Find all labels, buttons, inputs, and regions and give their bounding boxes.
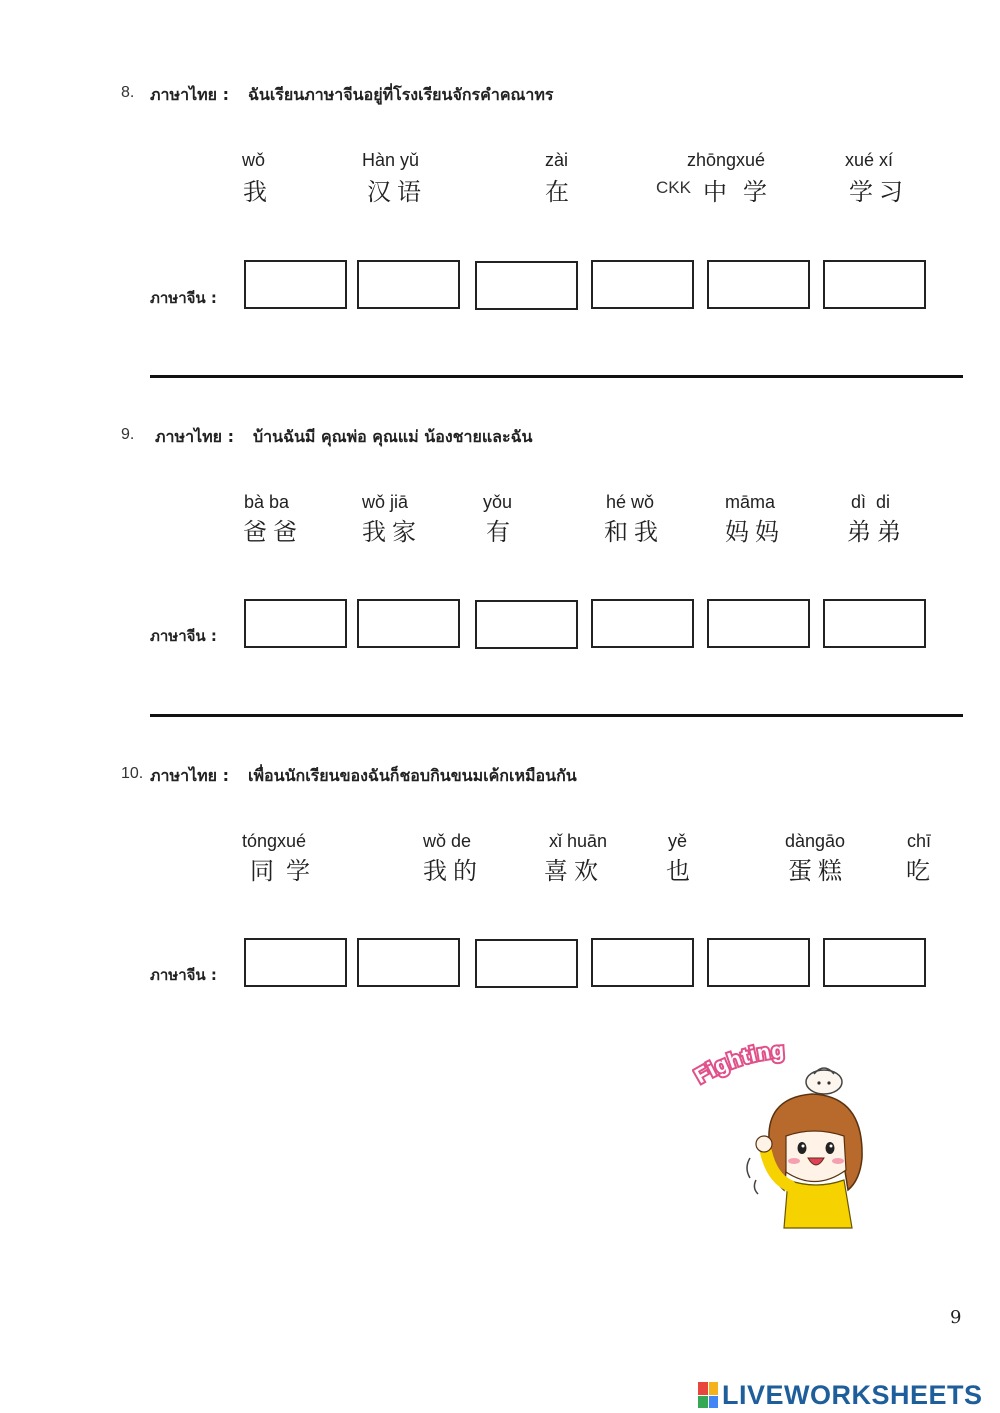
sticker-text: Fighting	[692, 1040, 787, 1089]
pinyin-word: xǐ huān	[549, 831, 608, 851]
hanzi-word: 蛋糕	[788, 857, 848, 885]
answer-box-4[interactable]	[591, 938, 694, 987]
pinyin-word: xué xí	[845, 150, 894, 170]
liveworksheets-logo	[698, 1378, 983, 1412]
pinyin-word: wǒ de	[423, 831, 472, 851]
answer-box-1[interactable]	[244, 938, 347, 987]
answer-box-4[interactable]	[591, 599, 694, 648]
section-divider	[150, 714, 963, 717]
hanzi-word: 我家	[362, 518, 422, 546]
thai-label: ภาษาไทย :	[155, 427, 234, 446]
hanzi-word: 和我	[604, 518, 664, 546]
hanzi-word: 弟弟	[847, 518, 907, 546]
pinyin-word: chī	[907, 831, 932, 851]
answer-box-1[interactable]	[244, 599, 347, 648]
thai-label: ภาษาไทย :	[150, 766, 229, 785]
pinyin-word: dì di	[851, 492, 891, 512]
answer-box-6[interactable]	[823, 938, 926, 987]
answer-box-3[interactable]	[475, 261, 578, 310]
pinyin-word: yě	[668, 831, 688, 851]
question-number: 10.	[121, 765, 144, 782]
answer-box-1[interactable]	[244, 260, 347, 309]
answer-box-6[interactable]	[823, 599, 926, 648]
page-number: 9	[950, 1307, 962, 1328]
svg-text:Fighting	[692, 1040, 786, 1088]
hanzi-word: 学习	[849, 178, 909, 206]
answer-box-2[interactable]	[357, 599, 460, 648]
chinese-answer-label: ภาษาจีน :	[150, 289, 217, 307]
pinyin-word: tóngxué	[242, 831, 307, 851]
cartoon-girl-illustration	[692, 1040, 892, 1230]
answer-box-5[interactable]	[707, 260, 810, 309]
logo-text: LIVEWORKSHEETS	[722, 1379, 983, 1410]
thai-sentence: ฉันเรียนภาษาจีนอยู่ที่โรงเรียนจักรคำคณาทร	[248, 85, 554, 104]
hanzi-word: 吃	[906, 857, 936, 885]
thai-label: ภาษาไทย :	[150, 85, 229, 104]
answer-box-6[interactable]	[823, 260, 926, 309]
thai-sentence: เพื่อนนักเรียนของฉันก็ชอบกินขนมเค้กเหมือนกัน	[248, 766, 577, 785]
chinese-answer-label: ภาษาจีน :	[150, 627, 217, 645]
school-abbreviation: CKK	[656, 178, 691, 197]
fighting-sticker	[692, 1040, 892, 1230]
pinyin-word: Hàn yǔ	[362, 150, 420, 170]
pinyin-word: hé wǒ	[606, 492, 655, 512]
pinyin-word: dàngāo	[785, 831, 846, 851]
answer-box-3[interactable]	[475, 939, 578, 988]
pinyin-word: bà ba	[244, 492, 290, 512]
hanzi-word: 有	[486, 518, 516, 546]
pinyin-word: zhōngxué	[687, 150, 766, 170]
hanzi-word: 中学	[703, 178, 783, 206]
chinese-answer-label: ภาษาจีน :	[150, 966, 217, 984]
pinyin-word: yǒu	[483, 492, 513, 512]
question-number: 8.	[121, 84, 135, 101]
logo-badge-icon	[698, 1382, 718, 1408]
answer-box-4[interactable]	[591, 260, 694, 309]
pinyin-word: wǒ jiā	[362, 492, 409, 512]
answer-box-2[interactable]	[357, 260, 460, 309]
hanzi-word: 我	[243, 178, 273, 206]
hanzi-word: 也	[666, 857, 696, 885]
hanzi-word: 爸爸	[243, 518, 303, 546]
hanzi-word: 喜欢	[544, 857, 604, 885]
pinyin-word: zài	[545, 150, 569, 170]
answer-box-3[interactable]	[475, 600, 578, 649]
question-number: 9.	[121, 426, 135, 443]
pinyin-word: māma	[725, 492, 776, 512]
section-divider	[150, 375, 963, 378]
pinyin-word: wǒ	[242, 150, 266, 170]
hanzi-word: 我的	[423, 857, 483, 885]
hanzi-word: 在	[545, 178, 575, 206]
answer-box-2[interactable]	[357, 938, 460, 987]
thai-sentence: บ้านฉันมี คุณพ่อ คุณแม่ น้องชายและฉัน	[253, 427, 533, 446]
hanzi-word: 同学	[250, 857, 322, 885]
hanzi-word: 汉语	[367, 178, 427, 206]
hanzi-word: 妈妈	[725, 518, 785, 546]
answer-box-5[interactable]	[707, 599, 810, 648]
answer-box-5[interactable]	[707, 938, 810, 987]
